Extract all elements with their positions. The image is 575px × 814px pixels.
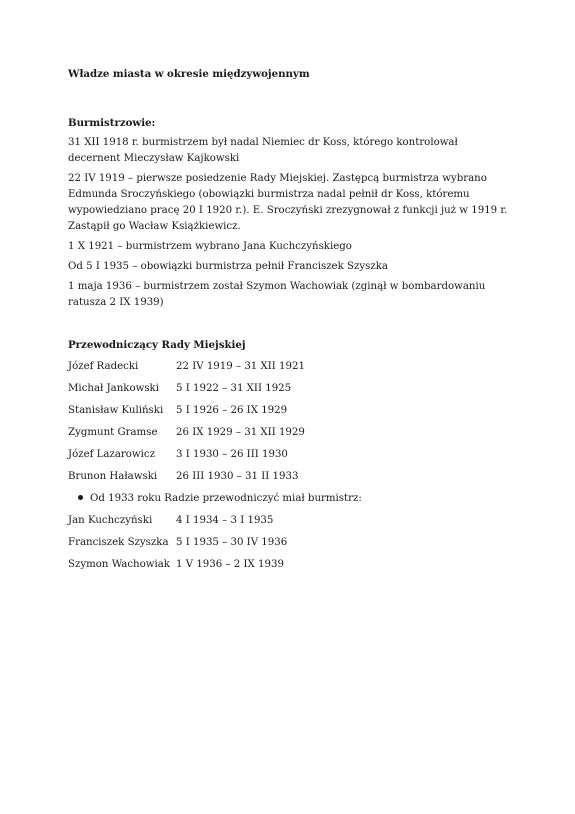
chair-row bbox=[68, 535, 508, 551]
chair-row bbox=[68, 513, 508, 529]
chair-row bbox=[68, 557, 508, 573]
chair-name: Stanisław Kuliński bbox=[68, 405, 164, 416]
przewodniczacy-heading: Przewodniczący Rady Miejskiej bbox=[68, 339, 246, 351]
chair-row bbox=[68, 447, 508, 463]
paragraph: 1 X 1921 – burmistrzem wybrano Jana Kuchczyńskiego bbox=[68, 241, 352, 252]
chair-name: Jan Kuchczyński bbox=[68, 515, 153, 526]
chair-term: 26 III 1930 – 31 II 1933 bbox=[176, 471, 299, 482]
chair-row bbox=[68, 469, 508, 485]
chair-row bbox=[68, 381, 508, 397]
paragraph: Od 5 I 1935 – obowiązki burmistrza pełnił Franciszek Szyszka bbox=[68, 261, 388, 272]
chair-name: Józef Radecki bbox=[68, 361, 139, 372]
chair-term: 3 I 1930 – 26 III 1930 bbox=[176, 449, 288, 460]
chair-term: 4 I 1934 – 3 I 1935 bbox=[176, 515, 274, 526]
chair-name: Szymon Wachowiak bbox=[68, 559, 170, 570]
chair-name: Franciszek Szyszka bbox=[68, 537, 169, 548]
chair-name: Michał Jankowski bbox=[68, 383, 159, 394]
chair-name: Zygmunt Gramse bbox=[68, 427, 158, 438]
bullet-note bbox=[68, 491, 508, 507]
paragraph: 31 XII 1918 r. burmistrzem był nadal Niemiec dr Koss, którego kontrolował decernent Mieczysław Kajkowski bbox=[68, 137, 458, 164]
paragraph: 22 IV 1919 – pierwsze posiedzenie Rady Miejskiej. Zastępcą burmistrza wybrano Edmunda Sroczyńskiego (obowiązki burmistrza nadal pełnił dr Koss, któremu wypowiedziano pracę 20 I 1920 r.). E. Sroczyński zrezygnował z funkcji już w 1919 r. Zastąpił go Wacław Książkiewicz. bbox=[68, 173, 508, 232]
bullet-icon bbox=[68, 491, 86, 507]
chair-term: 5 I 1922 – 31 XII 1925 bbox=[176, 383, 292, 394]
chair-term: 26 IX 1929 – 31 XII 1929 bbox=[176, 427, 305, 438]
chair-name: Brunon Haławski bbox=[68, 471, 158, 482]
chair-name: Józef Lazarowicz bbox=[68, 449, 155, 460]
chair-row bbox=[68, 359, 508, 375]
chair-term: 5 I 1926 – 26 IX 1929 bbox=[176, 405, 288, 416]
paragraph: 1 maja 1936 – burmistrzem został Szymon Wachowiak (zginął w bombardowaniu ratusza 2 IX 1939) bbox=[68, 281, 486, 308]
document-page bbox=[68, 66, 508, 573]
chair-term: 5 I 1935 – 30 IV 1936 bbox=[176, 537, 288, 548]
chair-term: 1 V 1936 – 2 IX 1939 bbox=[176, 559, 284, 570]
chair-row bbox=[68, 425, 508, 441]
chair-term: 22 IV 1919 – 31 XII 1921 bbox=[176, 361, 305, 372]
burmistrzowie-heading: Burmistrzowie: bbox=[68, 117, 156, 129]
chair-row bbox=[68, 403, 508, 419]
note-text: Od 1933 roku Radzie przewodniczyć miał burmistrz: bbox=[90, 493, 362, 504]
document-title: Władze miasta w okresie międzywojennym bbox=[68, 68, 310, 80]
